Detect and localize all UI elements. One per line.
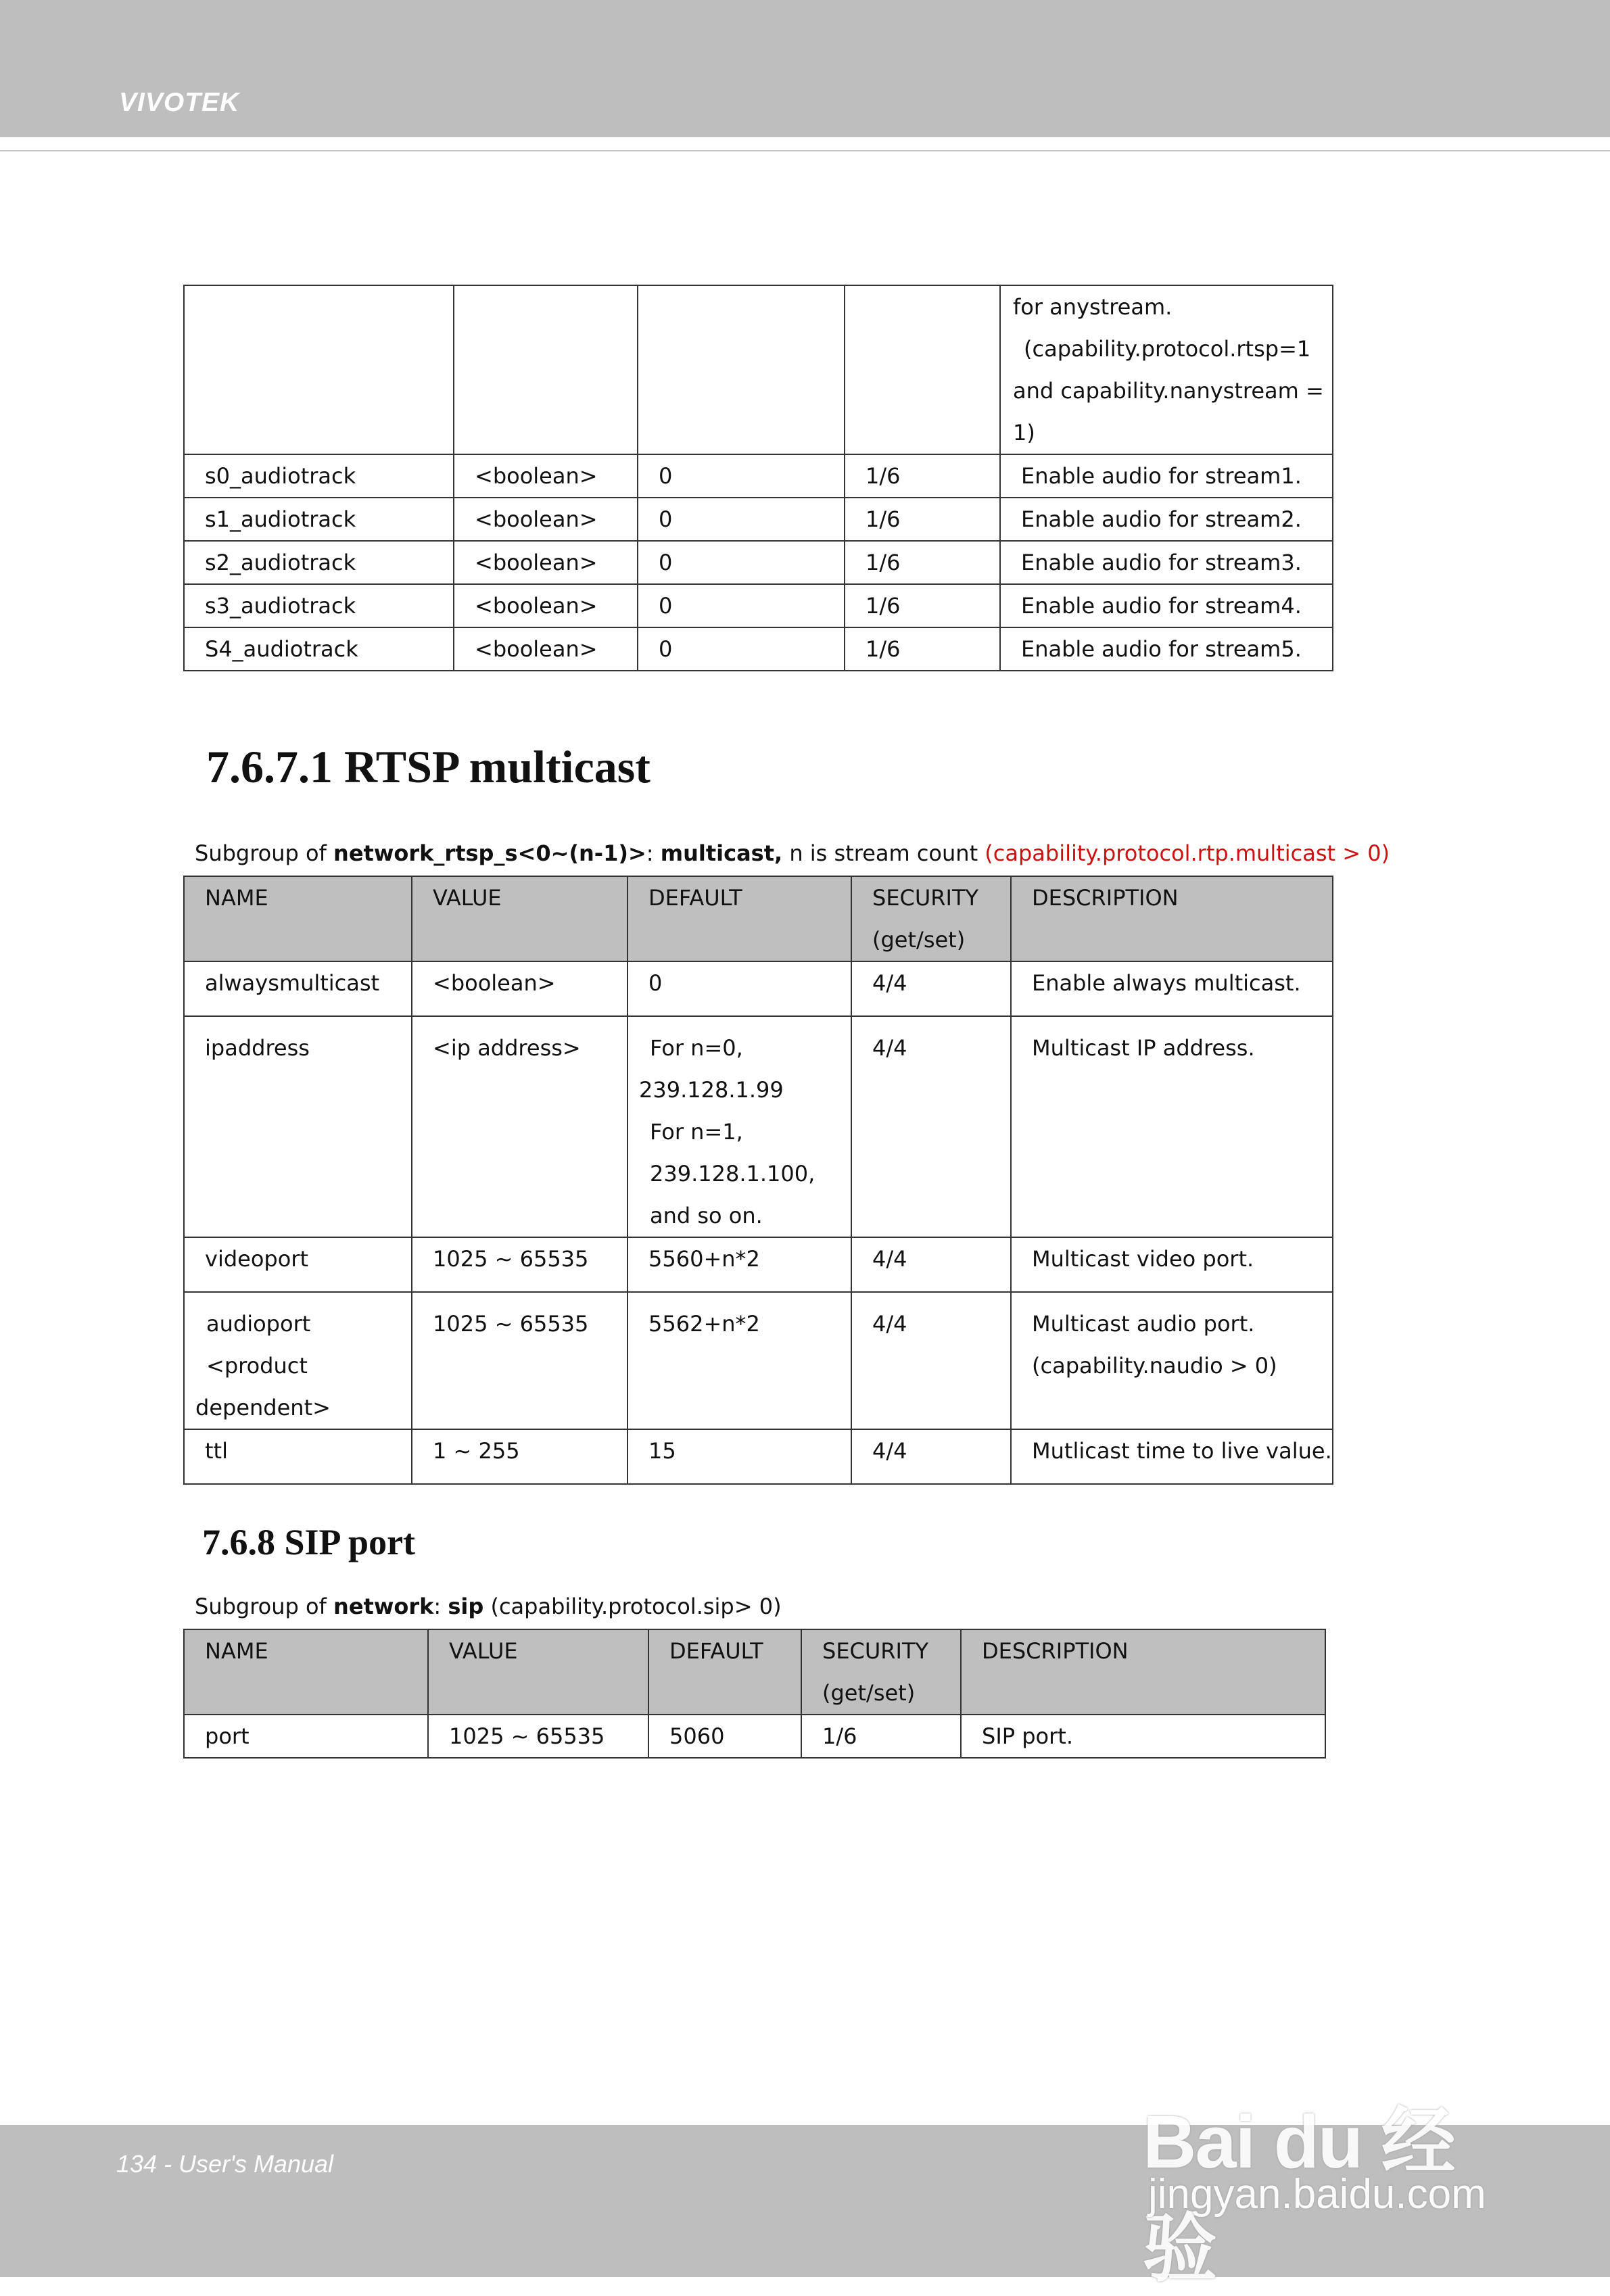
value-cell: 1025 ~ 65535 (412, 1237, 628, 1292)
table-cell (845, 285, 1000, 454)
column-header-name: NAME (184, 876, 412, 961)
table-row (184, 961, 1333, 1016)
description-cell: Enable audio for stream4. (1000, 584, 1333, 627)
subgroup-prefix: Subgroup of (195, 1594, 334, 1619)
value-cell: 1 ~ 255 (412, 1429, 628, 1484)
default-line: and so on. (650, 1203, 763, 1228)
table-header-row (184, 876, 1333, 961)
watermark-brand: Bai du 经验 (1143, 2101, 1454, 2291)
security-cell: 1/6 (845, 627, 1000, 671)
description-line: (capability.protocol.rtsp=1 (1024, 336, 1311, 362)
description-cell: Multicast video port. (1011, 1237, 1333, 1292)
default-cell: 0 (638, 454, 845, 498)
column-header-default: DEFAULT (648, 1629, 801, 1715)
default-cell: 15 (628, 1429, 851, 1484)
table-row (184, 627, 1333, 671)
description-cell: Enable audio for stream2. (1000, 498, 1333, 541)
default-cell (628, 1016, 851, 1237)
subgroup-suffix: n is stream count (782, 840, 985, 866)
description-cell: Enable audio for stream5. (1000, 627, 1333, 671)
default-cell: 0 (638, 498, 845, 541)
column-header-default: DEFAULT (628, 876, 851, 961)
security-sublabel: (get/set) (872, 927, 966, 953)
default-line: 239.128.1.100, (650, 1161, 815, 1187)
subgroup-line-sip (195, 1594, 782, 1619)
table-cell (454, 285, 638, 454)
value-cell: <boolean> (412, 961, 628, 1016)
table-row (184, 1429, 1333, 1484)
security-cell: 1/6 (801, 1715, 961, 1758)
name-cell: s0_audiotrack (184, 454, 454, 498)
name-cell: videoport (184, 1237, 412, 1292)
column-header-name: NAME (184, 1629, 428, 1715)
table-row (184, 1237, 1333, 1292)
default-cell: 5560+n*2 (628, 1237, 851, 1292)
default-cell: 0 (638, 584, 845, 627)
value-cell: <boolean> (454, 541, 638, 584)
value-cell: 1025 ~ 65535 (412, 1292, 628, 1429)
security-cell: 4/4 (851, 1237, 1011, 1292)
security-cell: 1/6 (845, 454, 1000, 498)
description-line: and capability.nanystream = (1013, 378, 1324, 404)
value-cell: <boolean> (454, 454, 638, 498)
column-header-value: VALUE (412, 876, 628, 961)
rtsp-multicast-table (183, 876, 1333, 1485)
security-cell: 4/4 (851, 1016, 1011, 1237)
subgroup-prefix: Subgroup of (195, 840, 334, 866)
description-cell: Multicast IP address. (1011, 1016, 1333, 1237)
value-cell: 1025 ~ 65535 (428, 1715, 648, 1758)
table-row (184, 1292, 1333, 1429)
description-cell: Enable audio for stream1. (1000, 454, 1333, 498)
table-row (184, 541, 1333, 584)
default-cell: 0 (628, 961, 851, 1016)
security-cell: 4/4 (851, 1429, 1011, 1484)
name-line: <product (206, 1353, 308, 1379)
column-header-security (801, 1629, 961, 1715)
table-header-row (184, 1629, 1325, 1715)
value-cell: <boolean> (454, 498, 638, 541)
table-row (184, 285, 1333, 454)
value-cell: <boolean> (454, 584, 638, 627)
column-header-security (851, 876, 1011, 961)
name-cell: ttl (184, 1429, 412, 1484)
name-line: dependent> (195, 1395, 331, 1420)
watermark-url: jingyan.baidu.com (1148, 2171, 1486, 2218)
default-cell: 5060 (648, 1715, 801, 1758)
subgroup-suffix: (capability.protocol.sip> 0) (483, 1594, 782, 1619)
description-cell (1011, 1292, 1333, 1429)
subgroup-group: network_rtsp_s<0~(n-1)> (333, 840, 646, 866)
name-cell: s2_audiotrack (184, 541, 454, 584)
security-cell: 1/6 (845, 498, 1000, 541)
table-row (184, 498, 1333, 541)
column-header-description: DESCRIPTION (1011, 876, 1333, 961)
table-row (184, 1715, 1325, 1758)
page-header (0, 0, 1610, 137)
description-cell: Mutlicast time to live value. (1011, 1429, 1333, 1484)
brand-logo-text: VIVOTEK (119, 88, 240, 117)
description-cell: SIP port. (961, 1715, 1325, 1758)
description-line: for anystream. (1013, 294, 1173, 320)
name-cell: port (184, 1715, 428, 1758)
subgroup-group: network (333, 1594, 434, 1619)
default-cell: 0 (638, 541, 845, 584)
value-cell: <ip address> (412, 1016, 628, 1237)
subgroup-name: multicast, (660, 840, 783, 866)
description-cell: Enable audio for stream3. (1000, 541, 1333, 584)
page-number: 134 - User's Manual (116, 2150, 334, 2178)
subgroup-sep: : (433, 1594, 448, 1619)
column-header-value: VALUE (428, 1629, 648, 1715)
security-sublabel: (get/set) (822, 1680, 916, 1706)
name-cell: alwaysmulticast (184, 961, 412, 1016)
section-heading-sip-port: 7.6.8 SIP port (202, 1522, 416, 1562)
description-cell: Enable always multicast. (1011, 961, 1333, 1016)
name-cell: ipaddress (184, 1016, 412, 1237)
security-cell: 1/6 (845, 541, 1000, 584)
subgroup-sep: : (646, 840, 661, 866)
default-line: 239.128.1.99 (639, 1077, 784, 1103)
default-line: For n=1, (650, 1119, 743, 1145)
name-cell: S4_audiotrack (184, 627, 454, 671)
sip-port-table (183, 1629, 1326, 1759)
subgroup-condition: (capability.protocol.rtp.multicast > 0) (985, 840, 1390, 866)
default-line: For n=0, (650, 1035, 743, 1061)
column-header-description: DESCRIPTION (961, 1629, 1325, 1715)
table-row (184, 1016, 1333, 1237)
security-cell: 4/4 (851, 961, 1011, 1016)
security-cell: 1/6 (845, 584, 1000, 627)
header-divider (0, 150, 1610, 151)
security-label: SECURITY (872, 885, 979, 911)
table-cell (184, 285, 454, 454)
baidu-watermark (1143, 2035, 1521, 2291)
security-label: SECURITY (822, 1638, 929, 1664)
value-cell: <boolean> (454, 627, 638, 671)
name-line: audioport (206, 1311, 311, 1337)
default-cell: 5562+n*2 (628, 1292, 851, 1429)
table-cell (638, 285, 845, 454)
description-line: (capability.naudio > 0) (1032, 1353, 1277, 1379)
table-row (184, 454, 1333, 498)
audiotrack-table (183, 285, 1333, 671)
security-cell: 4/4 (851, 1292, 1011, 1429)
subgroup-line-rtsp (195, 840, 1390, 866)
subgroup-name: sip (448, 1594, 484, 1619)
description-cell (1000, 285, 1333, 454)
table-row (184, 584, 1333, 627)
default-cell: 0 (638, 627, 845, 671)
name-cell: s1_audiotrack (184, 498, 454, 541)
description-line: Multicast audio port. (1032, 1311, 1255, 1337)
name-cell (184, 1292, 412, 1429)
name-cell: s3_audiotrack (184, 584, 454, 627)
description-line: 1) (1013, 420, 1035, 446)
section-heading-rtsp-multicast: 7.6.7.1 RTSP multicast (206, 741, 650, 792)
